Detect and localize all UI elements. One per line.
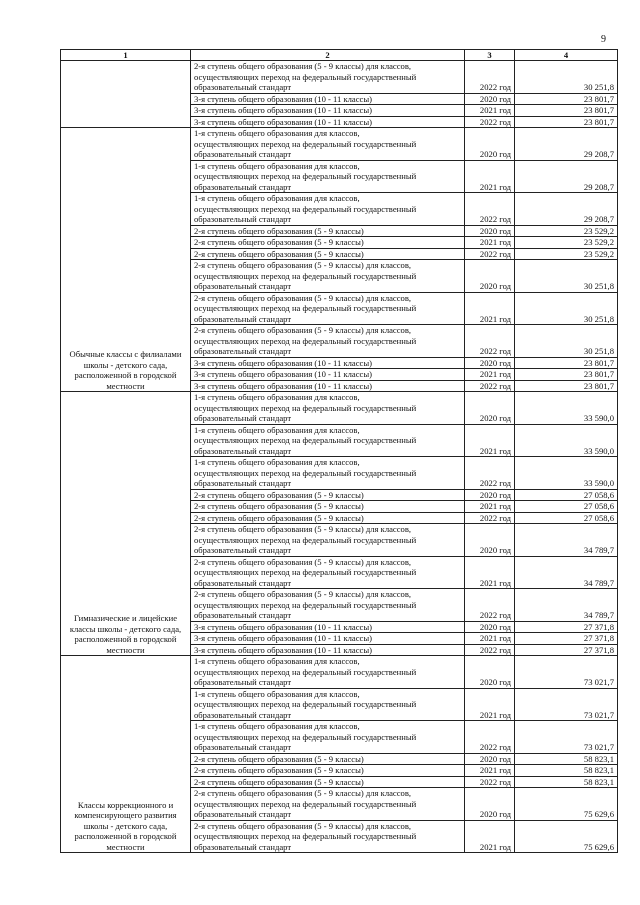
year-cell: 2022 год [465,325,515,358]
value-cell: 23 801,7 [515,116,618,128]
education-level-line: образовательный стандарт [194,413,292,423]
education-level-line: 1-я ступень общего образования для классов, [194,688,360,699]
education-level-line: осуществляющих переход на федеральный государственный [194,699,417,709]
education-level-line: 2-я ступень общего образования (5 - 9 классы) для классов, [194,61,412,71]
education-level-line: осуществляющих переход на федеральный государственный [194,270,417,281]
education-level-line: 3-я ступень общего образования (10 - 11 классы) [194,116,373,127]
education-level-cell [191,357,465,369]
year-cell: 2022 год [465,61,515,94]
value-cell: 27 058,6 [515,501,618,513]
year-cell: 2021 год [465,688,515,721]
value-cell: 33 590,0 [515,457,618,490]
value-cell: 23 529,2 [515,225,618,237]
year-cell: 2022 год [465,776,515,788]
education-level-cell [191,457,465,490]
education-level-line: 2-я ступень общего образования (5 - 9 классы) для классов, [194,556,412,567]
education-level-line: 1-я ступень общего образования для классов, [194,656,360,666]
education-level-cell [191,556,465,589]
education-level-line: осуществляющих переход на федеральный государственный [194,599,417,610]
education-level-line: осуществляющих переход на федеральный государственный [194,171,417,181]
education-level-cell [191,489,465,501]
value-cell: 34 789,7 [515,589,618,622]
education-level-line: 2-я ступень общего образования (5 - 9 классы) для классов, [194,820,412,831]
value-cell: 27 058,6 [515,489,618,501]
year-cell: 2021 год [465,369,515,381]
education-level-line: 2-я ступень общего образования (5 - 9 классы) [194,512,364,523]
year-cell: 2020 год [465,93,515,105]
education-level-line: 3-я ступень общего образования (10 - 11 классы) [194,621,373,632]
education-level-line: образовательный стандарт [194,610,292,620]
education-level-line: 2-я ступень общего образования (5 - 9 классы) [194,489,364,500]
year-cell: 2020 год [465,128,515,161]
education-level-cell [191,105,465,117]
table-body [61,61,618,853]
education-level-line: осуществляющих переход на федеральный государственный [194,138,417,149]
education-level-line: образовательный стандарт [194,677,292,687]
year-cell: 2021 год [465,765,515,777]
value-cell: 23 801,7 [515,93,618,105]
education-level-line: 2-я ступень общего образования (5 - 9 классы) для классов, [194,524,412,534]
education-level-line: образовательный стандарт [194,809,292,819]
education-level-line: 3-я ступень общего образования (10 - 11 классы) [194,380,373,391]
education-level-line: осуществляющих переход на федеральный государственный [194,567,417,577]
year-cell: 2020 год [465,788,515,821]
value-cell: 27 371,8 [515,644,618,656]
value-cell: 23 801,7 [515,357,618,369]
year-cell: 2022 год [465,457,515,490]
year-cell: 2021 год [465,237,515,249]
education-level-cell [191,237,465,249]
value-cell: 75 629,6 [515,820,618,853]
year-cell: 2021 год [465,292,515,325]
value-cell: 30 251,8 [515,325,618,358]
education-level-line: осуществляющих переход на федеральный государственный [194,71,417,82]
education-level-cell [191,424,465,457]
value-cell: 29 208,7 [515,128,618,161]
education-level-line: образовательный стандарт [194,214,292,224]
value-cell: 75 629,6 [515,788,618,821]
education-level-line: 1-я ступень общего образования для классов, [194,160,360,171]
value-cell: 30 251,8 [515,292,618,325]
education-level-line: 2-я ступень общего образования (5 - 9 классы) для классов, [194,589,412,599]
education-level-line: 1-я ступень общего образования для классов, [194,392,360,402]
education-level-line: 3-я ступень общего образования (10 - 11 классы) [194,105,373,115]
education-level-line: образовательный стандарт [194,709,292,720]
value-cell: 58 823,1 [515,753,618,765]
education-level-cell [191,325,465,358]
education-level-cell [191,160,465,193]
year-cell: 2021 год [465,105,515,117]
year-cell: 2020 год [465,524,515,557]
year-cell: 2021 год [465,160,515,193]
value-cell: 27 371,8 [515,621,618,633]
year-cell: 2022 год [465,589,515,622]
page-number: 9 [601,34,606,45]
education-level-line: 3-я ступень общего образования (10 - 11 классы) [194,369,373,379]
category-cell: Обычные классы с филиалами школы - детского сада, расположенной в городской местности [61,128,191,392]
education-level-line: 2-я ступень общего образования (5 - 9 классы) [194,237,364,247]
education-level-cell [191,776,465,788]
education-level-cell [191,656,465,689]
education-level-line: осуществляющих переход на федеральный государственный [194,798,417,809]
tariff-table [60,49,618,853]
education-level-line: образовательный стандарт [194,841,292,852]
education-level-cell [191,292,465,325]
year-cell: 2020 год [465,656,515,689]
education-level-line: образовательный стандарт [194,742,292,752]
value-cell: 30 251,8 [515,61,618,94]
education-level-line: образовательный стандарт [194,478,292,488]
table-row [61,392,618,425]
education-level-line: 2-я ступень общего образования (5 - 9 классы) [194,765,364,775]
value-cell: 73 021,7 [515,656,618,689]
year-cell: 2022 год [465,512,515,524]
value-cell: 23 529,2 [515,237,618,249]
education-level-line: осуществляющих переход на федеральный государственный [194,467,417,478]
value-cell: 23 801,7 [515,105,618,117]
header-row [61,50,618,61]
education-level-cell [191,501,465,513]
education-level-cell [191,524,465,557]
education-level-line: осуществляющих переход на федеральный государственный [194,666,417,677]
education-level-line: 1-я ступень общего образования для классов, [194,457,360,467]
value-cell: 23 801,7 [515,380,618,392]
education-level-line: образовательный стандарт [194,281,292,291]
education-level-line: осуществляющих переход на федеральный государственный [194,831,417,841]
education-level-cell [191,721,465,754]
year-cell: 2022 год [465,644,515,656]
value-cell: 58 823,1 [515,765,618,777]
education-level-line: 3-я ступень общего образования (10 - 11 классы) [194,644,373,655]
education-level-line: осуществляющих переход на федеральный государственный [194,731,417,742]
year-cell: 2022 год [465,380,515,392]
education-level-line: 2-я ступень общего образования (5 - 9 классы) [194,753,364,764]
value-cell: 23 529,2 [515,248,618,260]
education-level-cell [191,116,465,128]
education-level-line: 3-я ступень общего образования (10 - 11 классы) [194,357,373,368]
education-level-cell [191,589,465,622]
table-row [61,61,618,94]
year-cell: 2022 год [465,193,515,226]
table-row [61,128,618,161]
year-cell: 2021 год [465,556,515,589]
education-level-cell [191,193,465,226]
education-level-line: 1-я ступень общего образования для классов, [194,721,360,731]
year-cell: 2020 год [465,392,515,425]
year-cell: 2021 год [465,424,515,457]
education-level-line: 1-я ступень общего образования для классов, [194,128,360,138]
column-header-4: 4 [515,50,618,61]
education-level-cell [191,369,465,381]
education-level-cell [191,225,465,237]
year-cell: 2020 год [465,621,515,633]
education-level-cell [191,765,465,777]
education-level-line: осуществляющих переход на федеральный государственный [194,303,417,313]
education-level-line: осуществляющих переход на федеральный государственный [194,435,417,445]
value-cell: 29 208,7 [515,193,618,226]
education-level-cell [191,788,465,821]
value-cell: 58 823,1 [515,776,618,788]
education-level-line: 2-я ступень общего образования (5 - 9 классы) для классов, [194,292,412,303]
education-level-cell [191,644,465,656]
education-level-cell [191,820,465,853]
education-level-cell [191,380,465,392]
year-cell: 2022 год [465,721,515,754]
category-cell: Классы коррекционного и компенсирующего развития школы - детского сада, расположенной в городской местности [61,656,191,853]
year-cell: 2021 год [465,633,515,645]
education-level-line: 3-я ступень общего образования (10 - 11 классы) [194,93,373,104]
education-level-line: 2-я ступень общего образования (5 - 9 классы) [194,225,364,236]
education-level-line: 1-я ступень общего образования для классов, [194,193,360,203]
education-level-line: образовательный стандарт [194,346,292,356]
year-cell: 2021 год [465,501,515,513]
year-cell: 2020 год [465,357,515,369]
value-cell: 23 801,7 [515,369,618,381]
education-level-cell [191,248,465,260]
value-cell: 34 789,7 [515,524,618,557]
education-level-line: осуществляющих переход на федеральный государственный [194,203,417,214]
value-cell: 30 251,8 [515,260,618,293]
education-level-line: образовательный стандарт [194,82,292,92]
education-level-line: 1-я ступень общего образования для классов, [194,424,360,435]
education-level-cell [191,61,465,94]
education-level-cell [191,621,465,633]
column-header-3: 3 [465,50,515,61]
education-level-line: 2-я ступень общего образования (5 - 9 классы) для классов, [194,788,412,798]
value-cell: 73 021,7 [515,721,618,754]
education-level-cell [191,128,465,161]
education-level-line: 2-я ступень общего образования (5 - 9 классы) [194,776,364,787]
education-level-cell [191,93,465,105]
education-level-cell [191,392,465,425]
education-level-line: образовательный стандарт [194,181,292,192]
education-level-line: образовательный стандарт [194,577,292,588]
education-level-cell [191,512,465,524]
year-cell: 2022 год [465,248,515,260]
table-row [61,656,618,689]
education-level-line: 2-я ступень общего образования (5 - 9 классы) для классов, [194,260,412,270]
year-cell: 2020 год [465,753,515,765]
value-cell: 29 208,7 [515,160,618,193]
education-level-line: образовательный стандарт [194,545,292,555]
value-cell: 33 590,0 [515,424,618,457]
education-level-line: осуществляющих переход на федеральный государственный [194,402,417,413]
year-cell: 2020 год [465,489,515,501]
column-header-2: 2 [191,50,465,61]
education-level-cell [191,633,465,645]
education-level-line: 3-я ступень общего образования (10 - 11 классы) [194,633,373,643]
education-level-line: 2-я ступень общего образования (5 - 9 классы) [194,248,364,259]
education-level-line: 2-я ступень общего образования (5 - 9 классы) для классов, [194,325,412,335]
year-cell: 2022 год [465,116,515,128]
year-cell: 2021 год [465,820,515,853]
education-level-line: осуществляющих переход на федеральный государственный [194,534,417,545]
year-cell: 2020 год [465,260,515,293]
education-level-line: образовательный стандарт [194,149,292,159]
year-cell: 2020 год [465,225,515,237]
education-level-line: осуществляющих переход на федеральный государственный [194,335,417,346]
value-cell: 27 058,6 [515,512,618,524]
education-level-cell [191,753,465,765]
education-level-line: образовательный стандарт [194,445,292,456]
education-level-line: образовательный стандарт [194,313,292,324]
column-header-1: 1 [61,50,191,61]
category-cell [61,61,191,128]
education-level-line: 2-я ступень общего образования (5 - 9 классы) [194,501,364,511]
value-cell: 33 590,0 [515,392,618,425]
value-cell: 73 021,7 [515,688,618,721]
category-cell: Гимназические и лицейские классы школы - детского сада, расположенной в городской местности [61,392,191,656]
education-level-cell [191,260,465,293]
education-level-cell [191,688,465,721]
value-cell: 27 371,8 [515,633,618,645]
value-cell: 34 789,7 [515,556,618,589]
